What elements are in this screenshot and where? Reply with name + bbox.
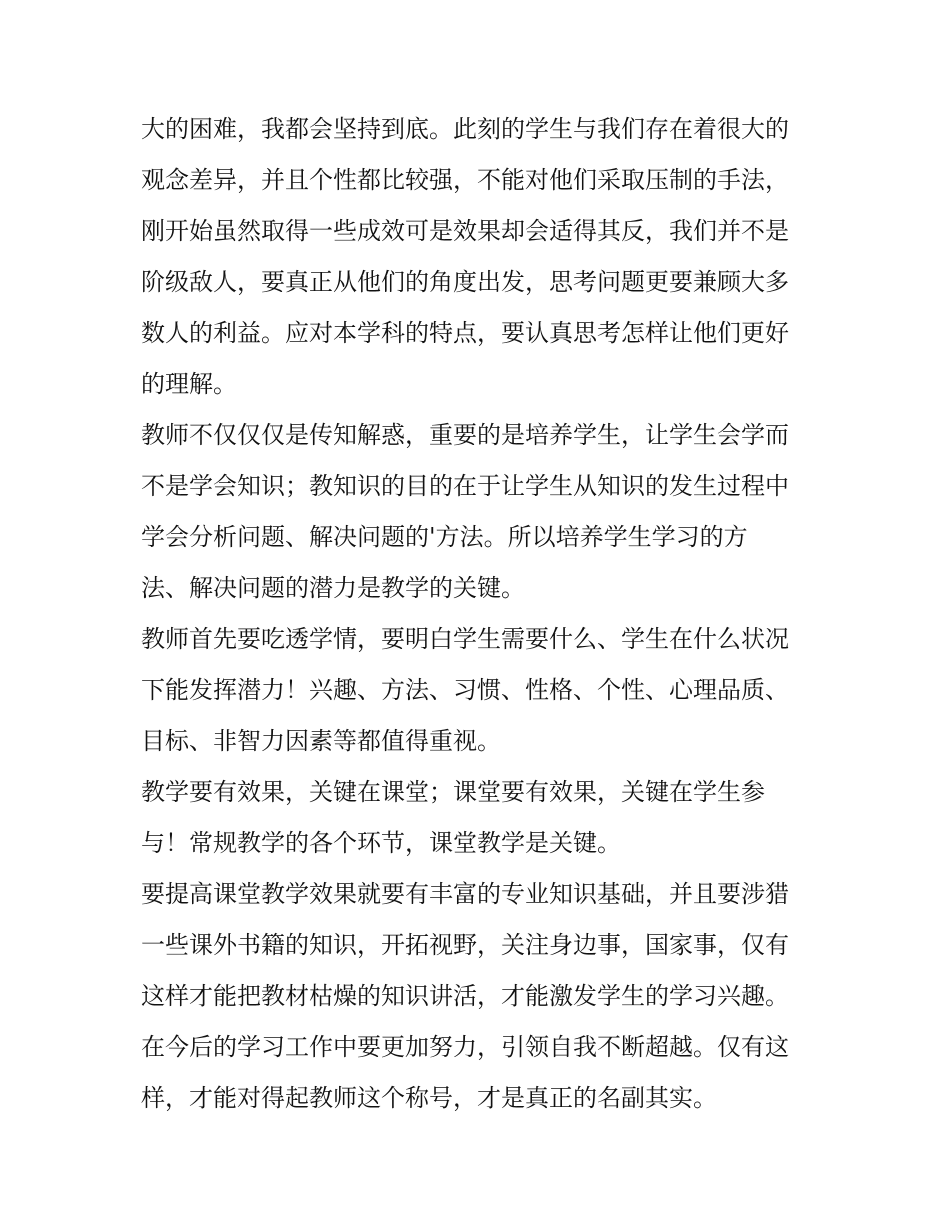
- text-line: 下能发挥潜力！兴趣、方法、习惯、性格、个性、心理品质、: [141, 676, 789, 704]
- text-line: 在今后的学习工作中要更加努力，引领自我不断超越。仅有这: [141, 1033, 789, 1061]
- text-line: 的理解。: [141, 370, 237, 398]
- text-line: 学会分析问题、解决问题的'方法。所以培养学生学习的方: [141, 523, 748, 551]
- text-line: 与！常规教学的各个环节，课堂教学是关键。: [141, 829, 621, 857]
- text-line: 大的困难，我都会坚持到底。此刻的学生与我们存在着很大的: [141, 115, 789, 143]
- text-line: 目标、非智力因素等都值得重视。: [141, 727, 501, 755]
- text-line: 教学要有效果，关键在课堂；课堂要有效果，关键在学生参: [141, 778, 765, 806]
- text-line: 教师不仅仅仅是传知解惑，重要的是培养学生，让学生会学而: [141, 421, 789, 449]
- text-line: 刚开始虽然取得一些成效可是效果却会适得其反，我们并不是: [141, 217, 789, 245]
- text-line: 一些课外书籍的知识，开拓视野，关注身边事，国家事，仅有: [141, 931, 789, 959]
- text-line: 数人的利益。应对本学科的特点，要认真思考怎样让他们更好: [141, 319, 789, 347]
- text-line: 要提高课堂教学效果就要有丰富的专业知识基础，并且要涉猎: [141, 880, 789, 908]
- document-body: [141, 104, 821, 1124]
- text-line: 阶级敌人，要真正从他们的角度出发，思考问题更要兼顾大多: [141, 268, 789, 296]
- text-line: 不是学会知识；教知识的目的在于让学生从知识的发生过程中: [141, 472, 789, 500]
- text-line: 法、解决问题的潜力是教学的关键。: [141, 574, 525, 602]
- text-line: 观念差异，并且个性都比较强，不能对他们采取压制的手法，: [141, 166, 789, 194]
- text-line: 样，才能对得起教师这个称号，才是真正的名副其实。: [141, 1084, 717, 1112]
- text-line: 这样才能把教材枯燥的知识讲活，才能激发学生的学习兴趣。: [141, 982, 789, 1010]
- text-line: 教师首先要吃透学情，要明白学生需要什么、学生在什么状况: [141, 625, 789, 653]
